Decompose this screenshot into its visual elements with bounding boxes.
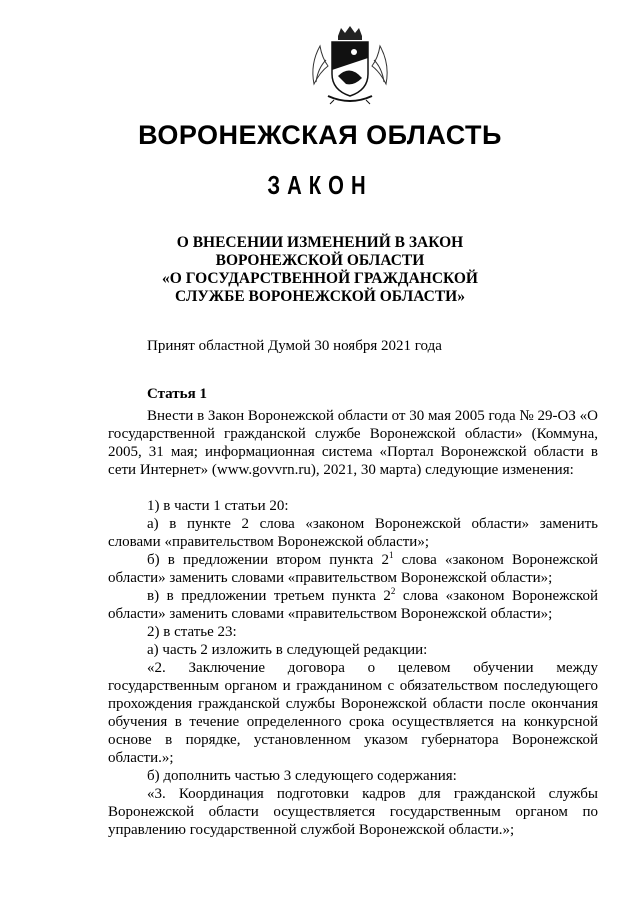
item-1c-text-end: слова «законом Воронежской области» заменить словами «правительством Воронежской области»; [108, 588, 598, 622]
item-2a: а) часть 2 изложить в следующей редакции: [147, 642, 428, 658]
item-1b-text: б) в предложении втором пункта 2 [147, 552, 389, 568]
adoption-date: Принят областной Думой 30 ноября 2021 года [147, 338, 442, 354]
item-2a-text: «2. Заключение договора о целевом обучении между государственным органом и гражданином с обязательством последующего прохождения гражданской службы Воронежской области после окончания обучения в течение определенного срока осуществляется на конкурсной основе в порядке, установленном указом губернатора Воронежской области.»; [108, 660, 598, 766]
item-1b-text-end: слова «законом Воронежской области» заменить словами «правительством Воронежской области»; [108, 552, 598, 586]
item-1: 1) в части 1 статьи 20: [147, 498, 289, 514]
item-1c-superscript: 2 [390, 586, 396, 596]
intro-paragraph: Внести в Закон Воронежской области от 30 мая 2005 года № 29-ОЗ «О государственной гражданской службе Воронежской области» (Коммуна, 2005, 31 мая; информационная система «Портал Воронежской области в сети Интернет» (www.govvrn.ru), 2021, 30 марта) следующие изменения: [108, 408, 598, 478]
item-2: 2) в статье 23: [147, 624, 237, 640]
law-title-line: СЛУЖБЕ ВОРОНЕЖСКОЙ ОБЛАСТИ» [175, 288, 465, 305]
item-1b [108, 551, 598, 587]
item-1c-text: в) в предложении третьем пункта 2 [147, 588, 391, 604]
law-title-line: О ВНЕСЕНИИ ИЗМЕНЕНИЙ В ЗАКОН [176, 234, 464, 251]
law-title [0, 234, 640, 306]
article-heading: Статья 1 [147, 386, 207, 402]
law-title-line: ВОРОНЕЖСКОЙ ОБЛАСТИ [215, 252, 425, 269]
item-2b: б) дополнить частью 3 следующего содержания: [147, 768, 457, 784]
document-type: ЗАКОН [267, 170, 373, 200]
item-1a: а) в пункте 2 слова «законом Воронежской области» заменить словами «правительством Воронежской области»; [108, 516, 598, 550]
law-body [108, 407, 598, 839]
item-1c [108, 587, 598, 623]
coat-of-arms-icon [308, 24, 392, 106]
region-name: ВОРОНЕЖСКАЯ ОБЛАСТЬ [138, 120, 502, 150]
item-2b-text: «3. Координация подготовки кадров для гражданской службы Воронежской области осуществляется государственным органом по управлению государственной службой Воронежской области.»; [108, 786, 598, 838]
law-title-line: «О ГОСУДАРСТВЕННОЙ ГРАЖДАНСКОЙ [162, 270, 478, 287]
item-1b-superscript: 1 [388, 550, 394, 560]
